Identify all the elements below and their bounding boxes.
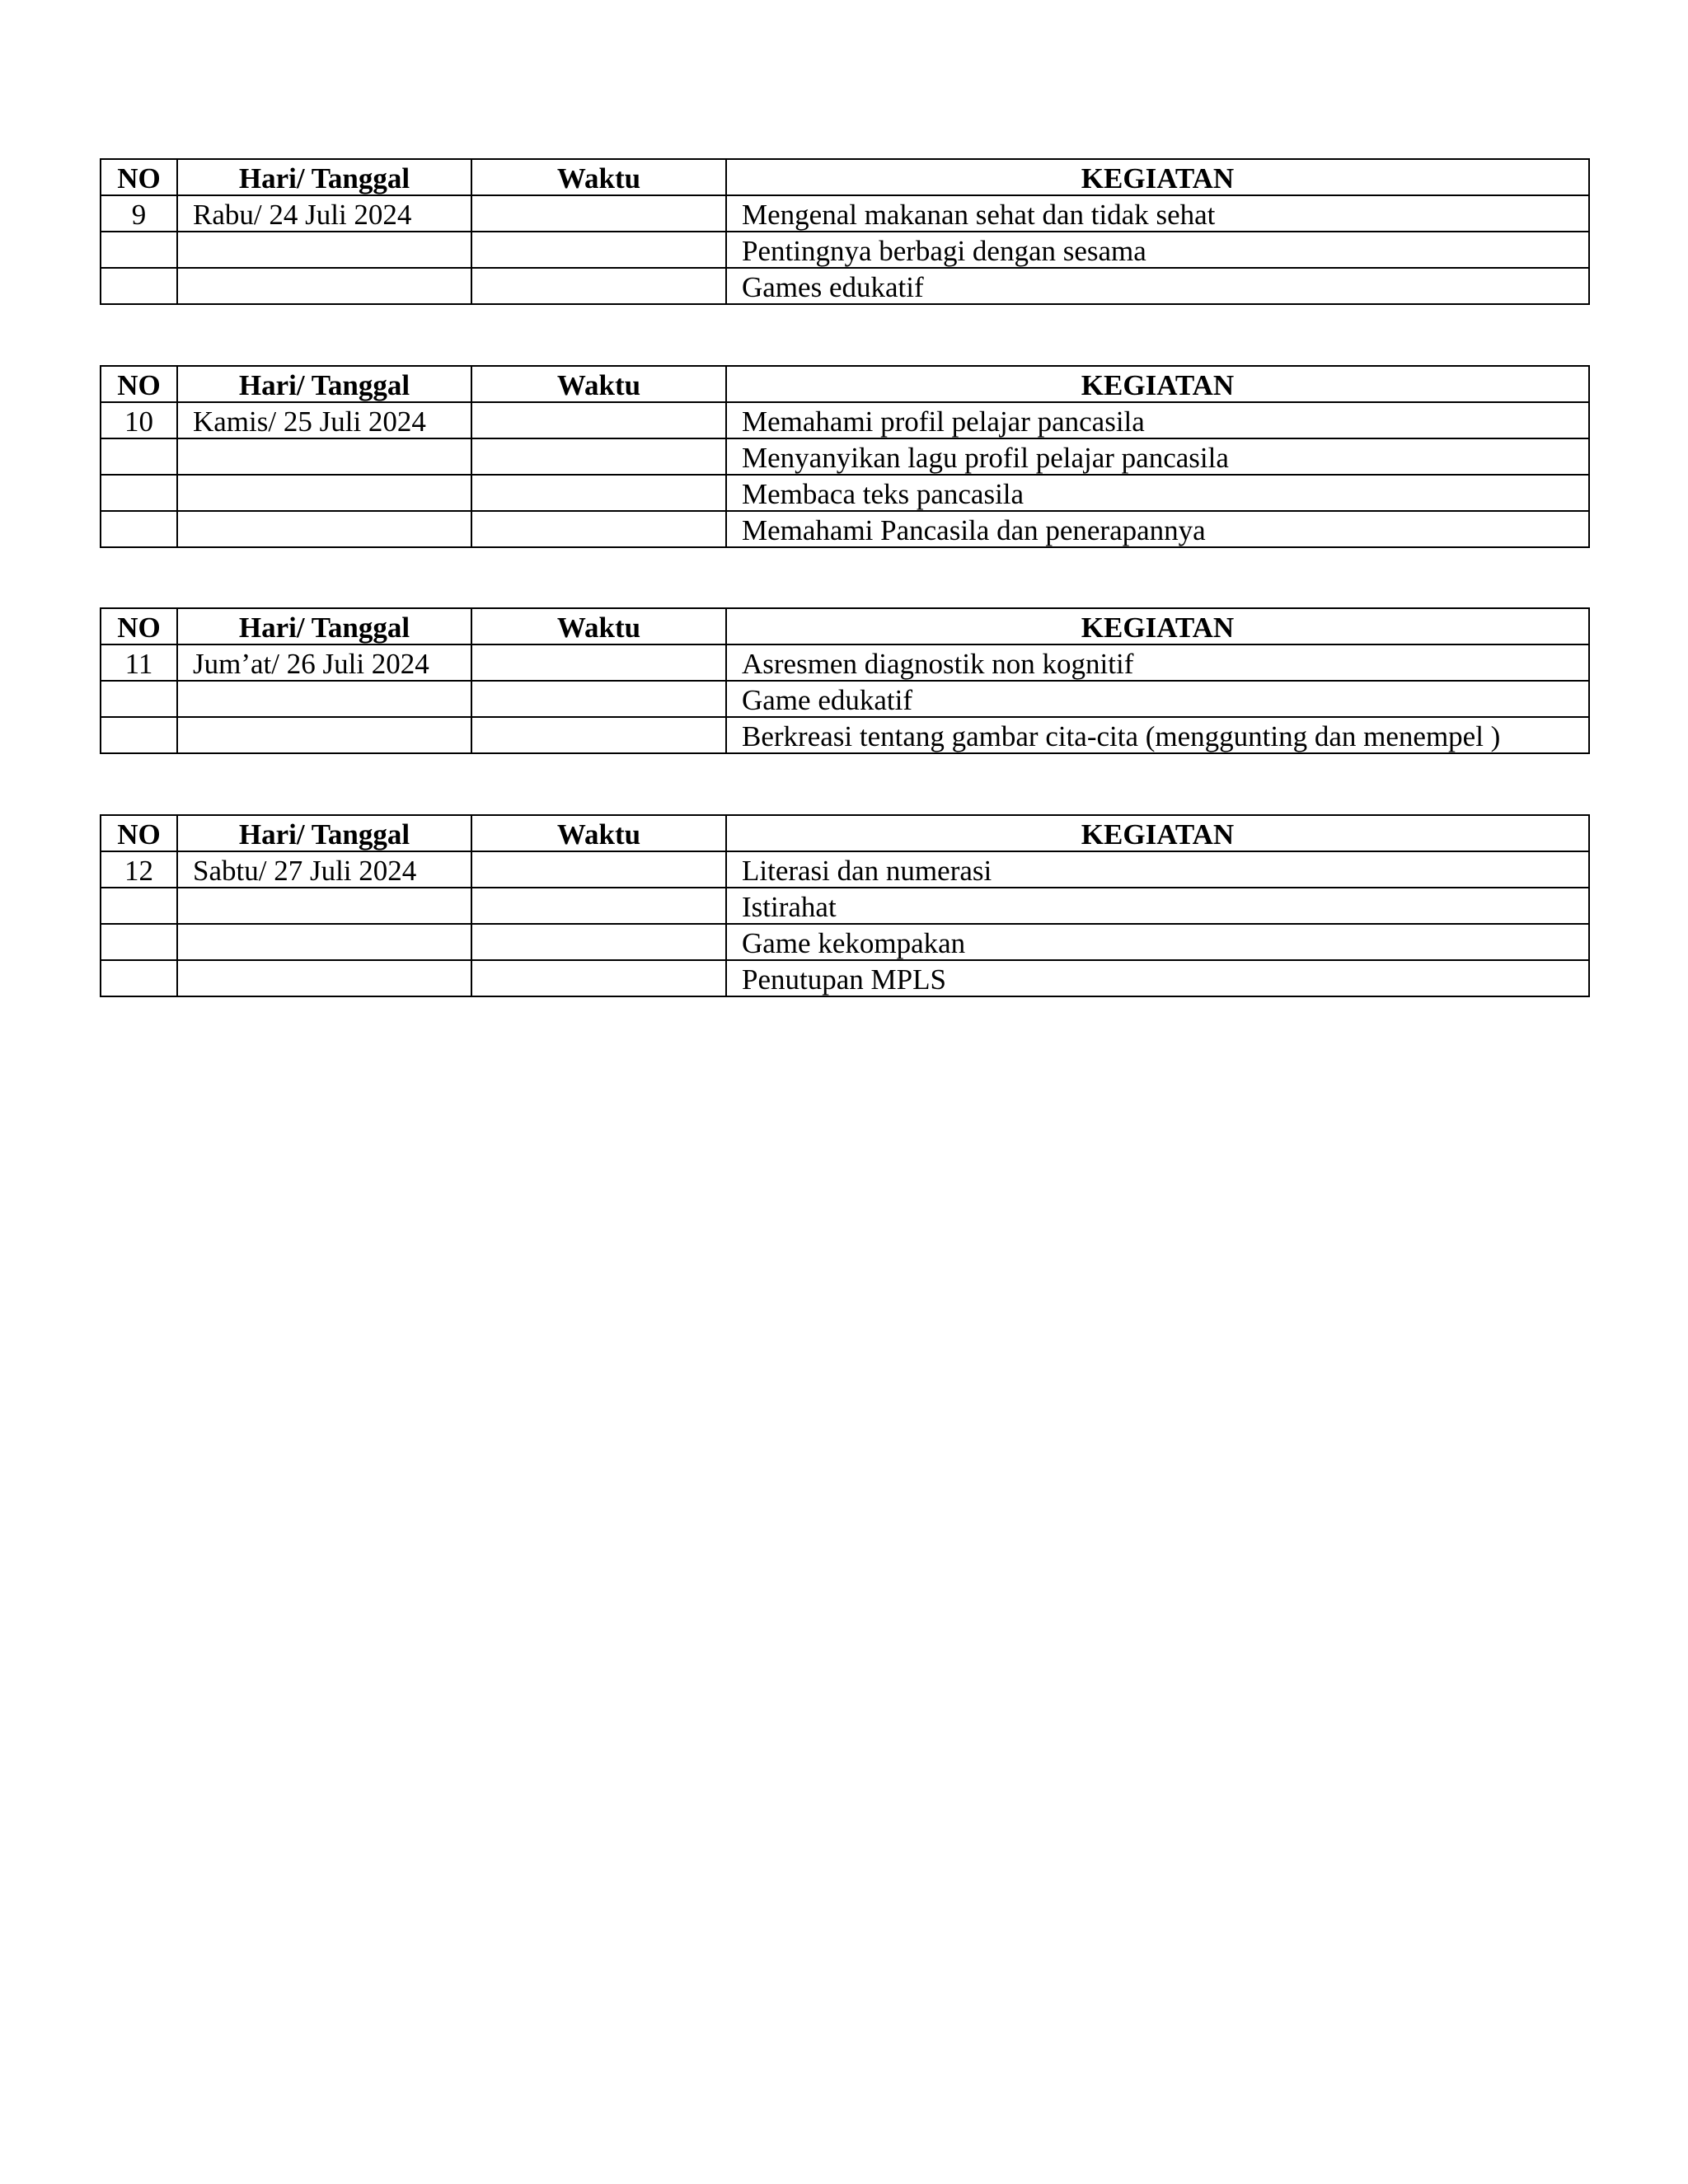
row-date <box>177 475 471 511</box>
header-date: Hari/ Tanggal <box>177 366 471 402</box>
row-no: 11 <box>101 644 177 681</box>
header-no: NO <box>101 815 177 851</box>
table-row <box>101 402 1589 438</box>
row-date: Kamis/ 25 Juli 2024 <box>177 402 471 438</box>
row-no <box>101 438 177 475</box>
row-activity: Penutupan MPLS <box>726 960 1589 996</box>
row-activity: Berkreasi tentang gambar cita-cita (menggunting dan menempel ) <box>726 717 1589 753</box>
table-header-row <box>101 608 1589 644</box>
table-row <box>101 960 1589 996</box>
schedule-table-day-11 <box>100 607 1590 754</box>
row-date <box>177 232 471 268</box>
header-no: NO <box>101 608 177 644</box>
row-no <box>101 268 177 304</box>
table-row <box>101 851 1589 888</box>
row-activity: Game kekompakan <box>726 924 1589 960</box>
row-activity: Literasi dan numerasi <box>726 851 1589 888</box>
row-time <box>471 402 726 438</box>
row-time <box>471 511 726 547</box>
table-row <box>101 681 1589 717</box>
row-no <box>101 511 177 547</box>
row-no: 9 <box>101 195 177 232</box>
header-activity: KEGIATAN <box>726 366 1589 402</box>
row-activity: Memahami Pancasila dan penerapannya <box>726 511 1589 547</box>
header-time: Waktu <box>471 159 726 195</box>
row-time <box>471 438 726 475</box>
row-date: Rabu/ 24 Juli 2024 <box>177 195 471 232</box>
row-date <box>177 717 471 753</box>
row-activity: Memahami profil pelajar pancasila <box>726 402 1589 438</box>
row-no: 10 <box>101 402 177 438</box>
row-time <box>471 644 726 681</box>
row-activity: Istirahat <box>726 888 1589 924</box>
row-activity: Game edukatif <box>726 681 1589 717</box>
row-date <box>177 268 471 304</box>
row-date <box>177 924 471 960</box>
header-activity: KEGIATAN <box>726 815 1589 851</box>
table-header-row <box>101 159 1589 195</box>
row-date: Jum’at/ 26 Juli 2024 <box>177 644 471 681</box>
header-date: Hari/ Tanggal <box>177 608 471 644</box>
row-time <box>471 717 726 753</box>
row-time <box>471 924 726 960</box>
row-activity: Pentingnya berbagi dengan sesama <box>726 232 1589 268</box>
row-time <box>471 681 726 717</box>
table-row <box>101 644 1589 681</box>
row-time <box>471 232 726 268</box>
row-activity: Menyanyikan lagu profil pelajar pancasila <box>726 438 1589 475</box>
header-no: NO <box>101 366 177 402</box>
table-row <box>101 438 1589 475</box>
header-date: Hari/ Tanggal <box>177 815 471 851</box>
table-row <box>101 924 1589 960</box>
row-no: 12 <box>101 851 177 888</box>
row-no <box>101 475 177 511</box>
row-time <box>471 888 726 924</box>
row-date <box>177 888 471 924</box>
table-header-row <box>101 815 1589 851</box>
row-time <box>471 475 726 511</box>
table-row <box>101 475 1589 511</box>
row-date <box>177 960 471 996</box>
row-no <box>101 924 177 960</box>
row-date <box>177 511 471 547</box>
row-no <box>101 960 177 996</box>
row-activity: Membaca teks pancasila <box>726 475 1589 511</box>
row-activity: Mengenal makanan sehat dan tidak sehat <box>726 195 1589 232</box>
header-activity: KEGIATAN <box>726 608 1589 644</box>
table-row <box>101 888 1589 924</box>
row-activity: Games edukatif <box>726 268 1589 304</box>
row-date <box>177 438 471 475</box>
table-row <box>101 268 1589 304</box>
table-row <box>101 195 1589 232</box>
header-time: Waktu <box>471 608 726 644</box>
header-activity: KEGIATAN <box>726 159 1589 195</box>
row-no <box>101 681 177 717</box>
schedule-table-day-9 <box>100 158 1590 305</box>
header-date: Hari/ Tanggal <box>177 159 471 195</box>
row-time <box>471 195 726 232</box>
schedule-table-day-10 <box>100 365 1590 548</box>
header-time: Waktu <box>471 366 726 402</box>
row-time <box>471 268 726 304</box>
table-row <box>101 511 1589 547</box>
row-no <box>101 232 177 268</box>
header-time: Waktu <box>471 815 726 851</box>
schedule-table-day-12 <box>100 814 1590 997</box>
row-activity: Asresmen diagnostik non kognitif <box>726 644 1589 681</box>
row-date: Sabtu/ 27 Juli 2024 <box>177 851 471 888</box>
table-row <box>101 232 1589 268</box>
row-time <box>471 960 726 996</box>
row-no <box>101 888 177 924</box>
row-date <box>177 681 471 717</box>
row-no <box>101 717 177 753</box>
table-header-row <box>101 366 1589 402</box>
table-row <box>101 717 1589 753</box>
row-time <box>471 851 726 888</box>
header-no: NO <box>101 159 177 195</box>
